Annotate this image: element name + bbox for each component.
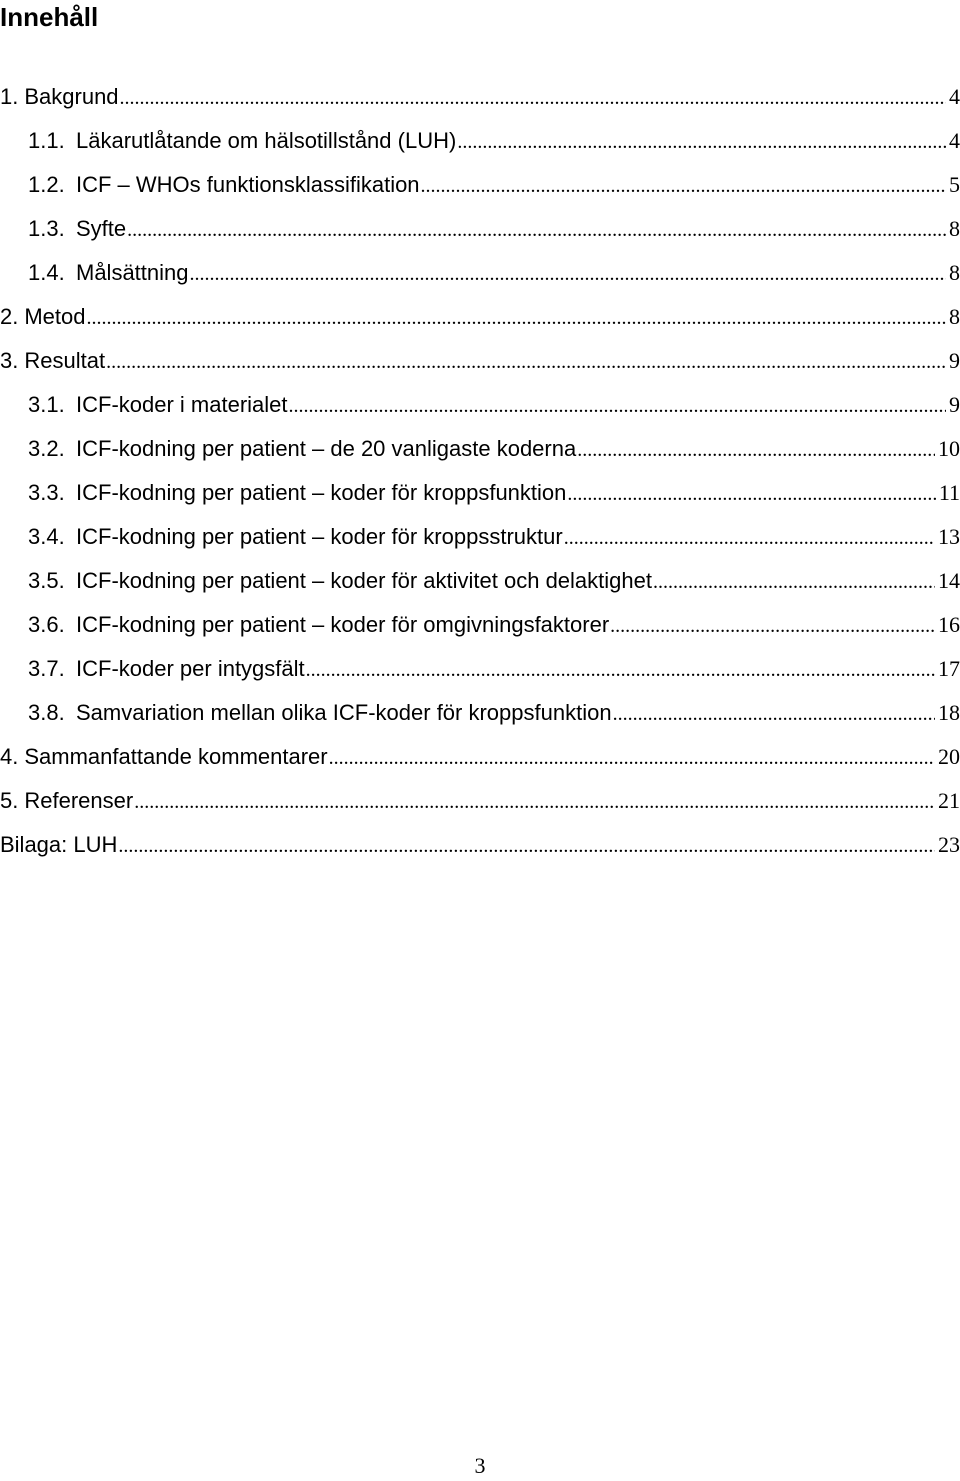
toc-entry-number: 1.2. bbox=[28, 172, 65, 197]
toc-entry-number: 4. bbox=[0, 744, 19, 769]
toc-entry-page: 4 bbox=[949, 128, 960, 153]
toc-entry-title: Bakgrund bbox=[24, 84, 119, 109]
dot-leader bbox=[306, 659, 935, 682]
dot-leader bbox=[87, 307, 946, 330]
dot-leader bbox=[653, 571, 935, 594]
toc-entry-page: 16 bbox=[938, 612, 960, 637]
toc-entry[interactable] bbox=[0, 172, 960, 216]
toc-entry-number: 3.3. bbox=[28, 480, 65, 505]
dot-leader bbox=[457, 131, 946, 154]
toc-entry-page: 13 bbox=[938, 524, 960, 549]
toc-entry[interactable] bbox=[0, 304, 960, 348]
toc-entry-title: Referenser bbox=[24, 788, 134, 813]
toc-entry-title: ICF – WHOs funktionsklassifikation bbox=[76, 172, 420, 197]
toc-entry-page: 9 bbox=[949, 392, 960, 417]
toc-entry[interactable] bbox=[0, 392, 960, 436]
toc-entry-page: 14 bbox=[938, 568, 960, 593]
toc-entry-number: 3.6. bbox=[28, 612, 65, 637]
toc-entry-title: Sammanfattande kommentarer bbox=[24, 744, 328, 769]
dot-leader bbox=[134, 791, 935, 814]
toc-entry[interactable] bbox=[0, 832, 960, 876]
toc-entry-page: 17 bbox=[938, 656, 960, 681]
toc-entry[interactable] bbox=[0, 568, 960, 612]
toc-entry-number: 5. bbox=[0, 788, 19, 813]
toc-entry-page: 8 bbox=[949, 304, 960, 329]
toc-entry-title: ICF-kodning per patient – koder för omgivningsfaktorer bbox=[76, 612, 610, 637]
dot-leader bbox=[564, 527, 935, 550]
toc-entry-page: 8 bbox=[949, 260, 960, 285]
toc-entry-page: 23 bbox=[938, 832, 960, 857]
toc-entry-number: 3.5. bbox=[28, 568, 65, 593]
toc-entry-title: ICF-kodning per patient – koder för aktivitet och delaktighet bbox=[76, 568, 652, 593]
dot-leader bbox=[190, 263, 946, 286]
toc-entry-number: 3.1. bbox=[28, 392, 65, 417]
toc-entry-title: Metod bbox=[24, 304, 86, 329]
dot-leader bbox=[289, 395, 946, 418]
toc-entry[interactable] bbox=[0, 348, 960, 392]
toc-entry-number: 3.2. bbox=[28, 436, 65, 461]
toc-entry-number: 2. bbox=[0, 304, 19, 329]
toc-entry[interactable] bbox=[0, 524, 960, 568]
dot-leader bbox=[577, 439, 935, 462]
toc-entry[interactable] bbox=[0, 656, 960, 700]
dot-leader bbox=[610, 615, 935, 638]
toc-entry-title: Bilaga: LUH bbox=[0, 832, 118, 857]
toc-entry-title: ICF-kodning per patient – de 20 vanligaste koderna bbox=[76, 436, 577, 461]
toc-heading: Innehåll bbox=[0, 2, 99, 32]
toc-entry[interactable] bbox=[0, 436, 960, 480]
toc-entry-title: ICF-koder per intygsfält bbox=[76, 656, 305, 681]
toc-entry[interactable] bbox=[0, 480, 960, 524]
table-of-contents bbox=[0, 84, 960, 876]
toc-entry-page: 5 bbox=[949, 172, 960, 197]
dot-leader bbox=[127, 219, 946, 242]
toc-entry[interactable] bbox=[0, 700, 960, 744]
dot-leader bbox=[567, 483, 935, 506]
dot-leader bbox=[118, 835, 935, 858]
toc-entry[interactable] bbox=[0, 216, 960, 260]
toc-entry-number: 1. bbox=[0, 84, 19, 109]
toc-entry-number: 1.3. bbox=[28, 216, 65, 241]
toc-entry-title: ICF-kodning per patient – koder för kroppsstruktur bbox=[76, 524, 563, 549]
toc-entry-page: 10 bbox=[938, 436, 960, 461]
toc-entry[interactable] bbox=[0, 788, 960, 832]
dot-leader bbox=[421, 175, 946, 198]
toc-entry-title: Samvariation mellan olika ICF-koder för kroppsfunktion bbox=[76, 700, 612, 725]
dot-leader bbox=[329, 747, 935, 770]
toc-entry-title: Målsättning bbox=[76, 260, 189, 285]
toc-entry-title: Syfte bbox=[76, 216, 127, 241]
toc-entry-number: 3.8. bbox=[28, 700, 65, 725]
dot-leader bbox=[106, 351, 946, 374]
toc-entry-title: ICF-koder i materialet bbox=[76, 392, 288, 417]
toc-entry[interactable] bbox=[0, 612, 960, 656]
toc-entry-page: 8 bbox=[949, 216, 960, 241]
toc-entry-page: 4 bbox=[949, 84, 960, 109]
toc-entry-page: 20 bbox=[938, 744, 960, 769]
toc-entry-number: 3.4. bbox=[28, 524, 65, 549]
toc-entry[interactable] bbox=[0, 744, 960, 788]
toc-entry-page: 11 bbox=[938, 480, 960, 505]
toc-entry-number: 1.4. bbox=[28, 260, 65, 285]
toc-entry[interactable] bbox=[0, 260, 960, 304]
toc-entry-title: Läkarutlåtande om hälsotillstånd (LUH) bbox=[76, 128, 457, 153]
toc-entry-page: 18 bbox=[938, 700, 960, 725]
toc-entry[interactable] bbox=[0, 84, 960, 128]
toc-entry[interactable] bbox=[0, 128, 960, 172]
dot-leader bbox=[120, 87, 946, 110]
toc-entry-title: ICF-kodning per patient – koder för kroppsfunktion bbox=[76, 480, 567, 505]
toc-entry-page: 21 bbox=[938, 788, 960, 813]
toc-entry-number: 1.1. bbox=[28, 128, 65, 153]
dot-leader bbox=[613, 703, 935, 726]
page-number: 3 bbox=[474, 1453, 486, 1478]
toc-entry-number: 3.7. bbox=[28, 656, 65, 681]
toc-entry-page: 9 bbox=[949, 348, 960, 373]
toc-entry-title: Resultat bbox=[24, 348, 106, 373]
toc-entry-number: 3. bbox=[0, 348, 19, 373]
